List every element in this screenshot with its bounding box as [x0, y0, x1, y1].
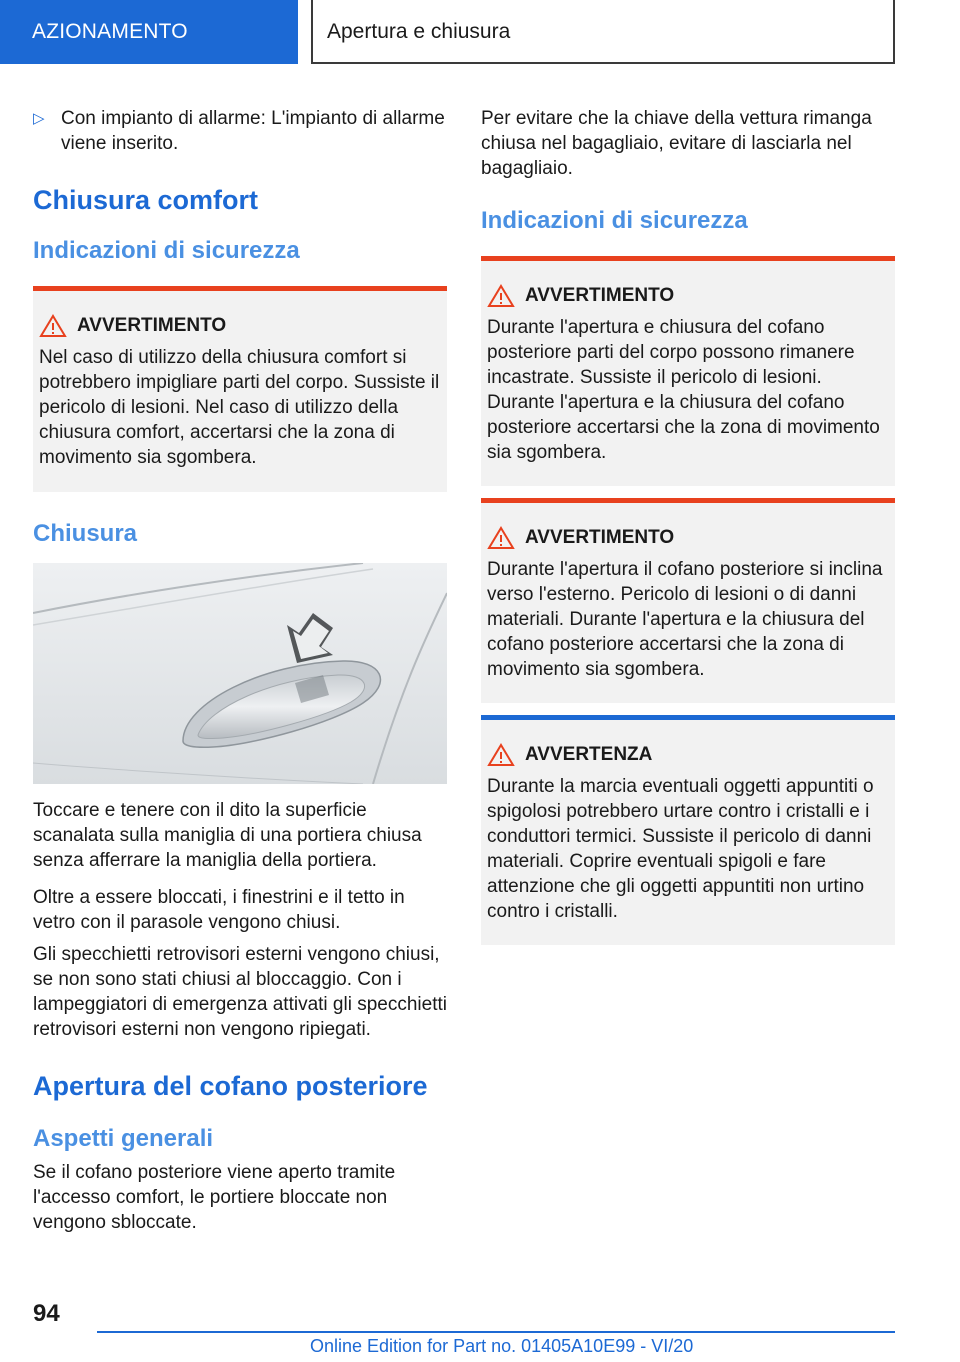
footer-divider — [97, 1331, 895, 1333]
paragraph-windows-closed: Oltre a essere bloccati, i finestrini e il tetto in vetro con il parasole vengono chiusi. — [33, 887, 405, 933]
notice-box-sharp-objects — [481, 715, 895, 945]
warning-title-text: AVVERTIMENTO — [525, 527, 675, 548]
heading-indicazioni-sicurezza-right: Indicazioni di sicurezza — [481, 207, 748, 234]
footer-edition-text: Online Edition for Part no. 01405A10E99 - VI/20 — [310, 1336, 694, 1356]
notice-text: Durante la marcia eventuali oggetti appuntiti o spigolosi potrebbero urtare contro i cristalli e i conduttori termici. Sussiste il pericolo di danni materiali. Coprire eventuali spigoli e fare attenzione che gli oggetti appuntiti non urtino contro i cristalli. — [487, 776, 874, 922]
left-column — [33, 100, 447, 1235]
warning-text: Nel caso di utilizzo della chiusura comfort si potrebbero impigliare parti del corpo. Sussiste il pericolo di lesioni. Nel caso di utilizzo della chiusura comfort, accertarsi che la zona di movimento sia sgombera. — [39, 347, 440, 468]
bullet-text: Con impianto di allarme: L'impianto di allarme viene inserito. — [61, 108, 445, 154]
paragraph-mirrors: Gli specchietti retrovisori esterni vengono chiusi, se non sono stati chiusi al bloccaggio. Con i lampeggiatori di emergenza attivati gli specchietti retrovisori esterni non vengono ripiegati. — [33, 944, 447, 1040]
heading-chiusura: Chiusura — [33, 520, 138, 547]
heading-indicazioni-sicurezza: Indicazioni di sicurezza — [33, 237, 300, 264]
paragraph-comfort-access: Se il cofano posteriore viene aperto tramite l'accesso comfort, le portiere bloccate non vengono sbloccate. — [33, 1162, 396, 1233]
warning-triangle-icon — [487, 284, 515, 308]
door-handle-illustration — [33, 563, 447, 784]
warning-box-trunk-tilt — [481, 498, 895, 703]
header-chapter-title: Apertura e chiusura — [311, 0, 895, 64]
triangle-bullet-icon: ▷ — [33, 110, 45, 127]
door-handle-photo — [33, 563, 447, 784]
notice-title — [487, 743, 889, 767]
paragraph-touch-handle: Toccare e tenere con il dito la superficie scanalata sulla maniglia di una portiera chiusa senza afferrare la maniglia della portiera. — [33, 800, 422, 871]
warning-title — [39, 314, 441, 338]
warning-box-trunk-pinch — [481, 256, 895, 486]
warning-text: Durante l'apertura il cofano posteriore si inclina verso l'esterno. Pericolo di lesioni o di danni materiali. Durante l'apertura e la chiusura del cofano posteriore accertarsi che la zona di movimento sia sgombera. — [487, 559, 883, 680]
page-number: 94 — [33, 1300, 60, 1327]
warning-triangle-icon — [39, 314, 67, 338]
bullet-item — [33, 106, 447, 156]
paragraph-key-trunk: Per evitare che la chiave della vettura rimanga chiusa nel bagagliaio, evitare di lasciarla nel bagagliaio. — [481, 108, 872, 179]
header-section-label: AZIONAMENTO — [0, 0, 298, 64]
warning-triangle-icon — [487, 526, 515, 550]
warning-triangle-icon — [487, 743, 515, 767]
warning-title — [487, 284, 889, 308]
warning-title-text: AVVERTIMENTO — [525, 285, 675, 306]
warning-text: Durante l'apertura e chiusura del cofano posteriore parti del corpo possono rimanere incastrate. Sussiste il pericolo di lesioni. Durante l'apertura e la chiusura del cofano posteriore accertarsi che la zona di movimento sia sgombera. — [487, 317, 880, 463]
warning-title — [487, 526, 889, 550]
heading-chiusura-comfort: Chiusura comfort — [33, 185, 259, 215]
heading-apertura-cofano: Apertura del cofano posteriore — [33, 1071, 428, 1101]
warning-box-comfort — [33, 286, 447, 492]
heading-aspetti-generali: Aspetti generali — [33, 1125, 214, 1152]
notice-title-text: AVVERTENZA — [525, 744, 653, 765]
warning-title-text: AVVERTIMENTO — [77, 315, 227, 336]
right-column — [481, 100, 895, 945]
